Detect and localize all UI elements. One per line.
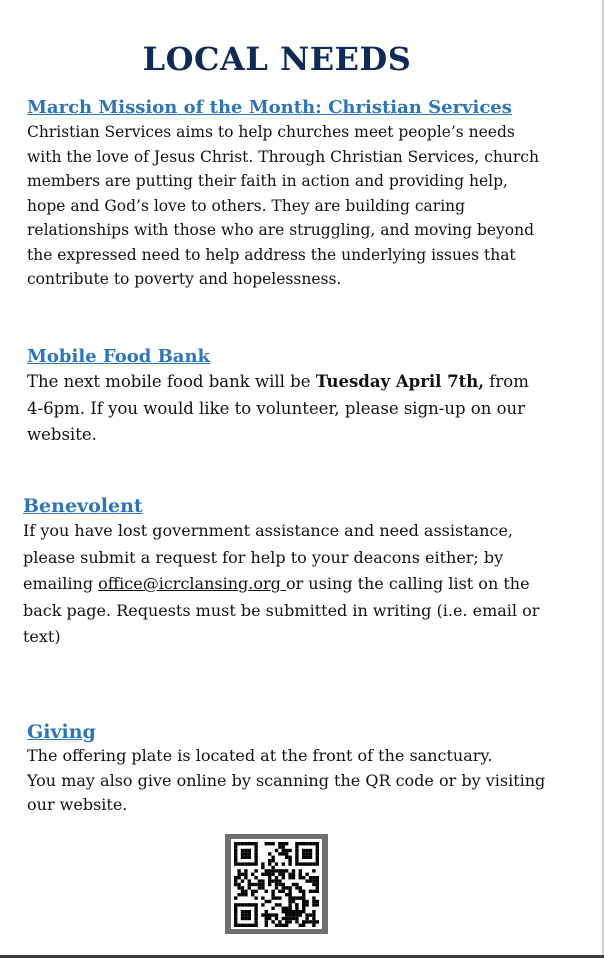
giving-line: You may also give online by scanning the QR code or by visiting [27,770,546,790]
mission-line: hope and God’s love to others. They are building caring [27,196,466,215]
food-bank-text: from [484,372,529,391]
benevolent-section [23,494,593,651]
mission-heading: March Mission of the Month: Christian Services [27,97,512,118]
food-bank-line [27,369,587,396]
mission-line: the expressed need to help address the underlying issues that [27,245,516,264]
email-link[interactable]: office@icrclansing.org [98,574,286,593]
giving-heading: Giving [27,721,96,743]
benevolent-body [23,518,593,651]
mission-section [27,96,587,292]
benevolent-line: back page. Requests must be submitted in writing (i.e. email or [23,600,540,620]
food-bank-body [27,369,587,449]
food-bank-section [27,345,587,449]
mission-line: members are putting their faith in action and providing help, [27,172,508,190]
mission-line: Christian Services aims to help churches meet people’s needs [27,123,515,141]
mission-body [27,120,587,292]
benevolent-heading: Benevolent [23,495,143,517]
benevolent-line: please submit a request for help to your deacons either; by [23,547,504,567]
page-title: LOCAL NEEDS [142,40,412,78]
giving-body [27,744,592,818]
qr-code[interactable] [225,834,328,934]
food-bank-line: 4-6pm. If you would like to volunteer, please sign-up on our [27,398,526,418]
benevolent-line: text) [23,627,61,646]
giving-section [27,720,592,818]
benevolent-text: emailing [23,574,99,593]
food-bank-line: website. [27,425,97,444]
food-bank-text: The next mobile food bank will be [27,372,316,391]
benevolent-line: If you have lost government assistance and need assistance, [23,521,513,540]
mission-line: relationships with those who are struggling, and moving beyond [27,221,535,239]
benevolent-text: or using the calling list on the [285,574,530,593]
mission-line: with the love of Jesus Christ. Through Christian Services, church [27,147,539,166]
food-bank-date: Tuesday April 7th, [315,372,485,391]
food-bank-heading: Mobile Food Bank [27,346,211,367]
qr-code-graphic [225,834,328,934]
benevolent-line [23,571,593,598]
giving-line: The offering plate is located at the front of the sanctuary. [27,746,493,765]
giving-line: our website. [27,795,128,814]
mission-line: contribute to poverty and hopelessness. [27,270,342,288]
